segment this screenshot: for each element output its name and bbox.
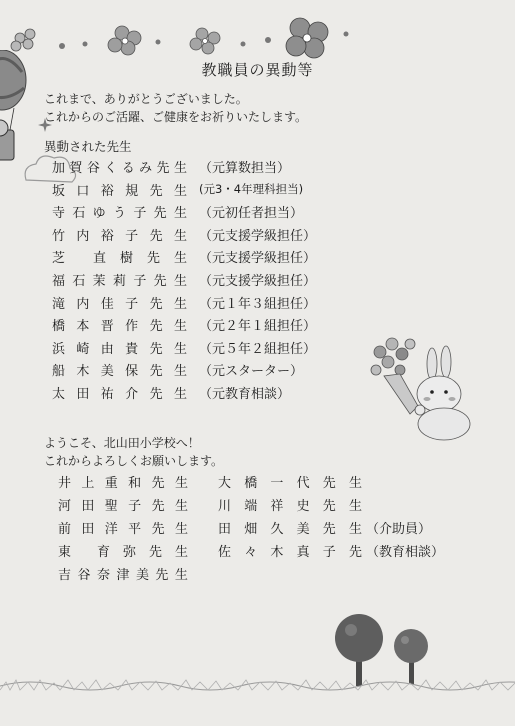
staff-former-role: （元スターター）: [199, 364, 304, 380]
staff-name: 大 橋 一 代 先 生: [218, 476, 362, 491]
staff-name: 河 田 聖 子 先 生: [58, 499, 188, 514]
staff-name: 浜 崎 由 貴 先 生: [52, 341, 187, 357]
farewell-message: [44, 90, 307, 126]
staff-name: 吉 谷 奈 津 美 先 生: [58, 568, 188, 583]
staff-name: 坂 口 裕 規 先 生: [52, 183, 187, 199]
staff-name: 井 上 重 和 先 生: [58, 476, 188, 491]
flower-icon: [11, 29, 35, 51]
farewell-line: これからのご活躍、ご健康をお祈りいたします。: [44, 110, 308, 124]
staff-former-role: （元支援学級担任）: [199, 251, 317, 267]
staff-name: 佐 々 木 真 子 先: [218, 545, 362, 560]
staff-position-note: （介助員）: [366, 522, 432, 537]
staff-name: 竹 内 裕 子 先 生: [52, 228, 187, 244]
page-title: 教職員の異動等: [201, 61, 314, 79]
flower-garland: [0, 0, 515, 60]
staff-name: 寺 石 ゆ う 子 先 生: [52, 206, 187, 222]
staff-former-role: （元教育相談）: [199, 387, 291, 402]
staff-former-role: （元５年２組担任）: [199, 341, 317, 357]
staff-former-role: （元１年３組担任）: [199, 296, 317, 312]
staff-former-role: （元支援学級担任）: [199, 228, 317, 244]
staff-former-role: (元3・4年理科担当): [199, 181, 304, 196]
staff-position-note: （教育相談）: [366, 545, 445, 560]
flower-icon: [286, 18, 328, 58]
welcome-message: [44, 434, 223, 470]
welcome-line: これからよろしくお願いします。: [44, 454, 224, 468]
staff-name: 滝 内 佳 子 先 生: [52, 296, 187, 312]
welcome-line: ようこそ、北山田小学校へ！: [44, 436, 200, 450]
staff-name: 前 田 洋 平 先 生: [58, 522, 188, 537]
staff-former-role: （元初任者担当）: [199, 206, 304, 222]
staff-name: 加 賀 谷 く る み 先 生: [52, 161, 187, 176]
staff-name: 芝 直 樹 先 生: [52, 251, 187, 267]
staff-name: 東 育 弥 先 生: [58, 545, 188, 560]
flower-icon: [190, 28, 220, 54]
staff-former-role: （元支援学級担任）: [199, 274, 317, 289]
staff-name: 太 田 祐 介 先 生: [52, 387, 187, 402]
staff-name: 福 石 茉 莉 子 先 生: [52, 274, 187, 289]
farewell-line: これまで、ありがとうございました。: [44, 92, 248, 106]
staff-name: 船 木 美 保 先 生: [52, 364, 187, 380]
staff-name: 橋 本 晋 作 先 生: [52, 319, 187, 335]
flower-icon: [108, 26, 141, 55]
staff-former-role: （元２年１組担任）: [199, 319, 317, 335]
bunny-with-bouquet-icon: [366, 322, 476, 442]
grass-border: [0, 668, 515, 698]
staff-name: 田 畑 久 美 先 生: [218, 522, 362, 537]
section-heading-transferred: 異動された先生: [44, 139, 132, 154]
staff-name: 川 端 祥 史 先 生: [218, 499, 362, 514]
staff-former-role: （元算数担当）: [199, 161, 291, 176]
